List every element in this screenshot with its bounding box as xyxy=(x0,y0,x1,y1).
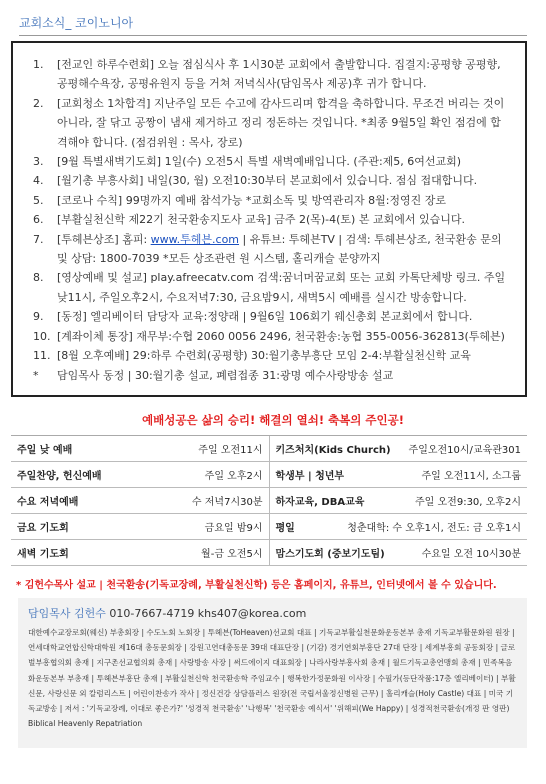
schedule-cell xyxy=(270,462,528,487)
schedule-row xyxy=(11,514,527,540)
service-time: 청춘대학: 수 오후1시, 전도: 금 오후1시 xyxy=(347,523,521,534)
notice-item xyxy=(33,366,511,385)
notice-item xyxy=(33,94,511,152)
notice-text: 담임목사 동정 | 30:월기총 설교, 폐렴접종 31:광명 예수사랑방송 설교 xyxy=(57,368,394,382)
service-time: 월-금 오전5시 xyxy=(201,549,263,560)
notice-item xyxy=(33,191,511,210)
service-time: 주일 오전11시, 소그룹 xyxy=(421,471,521,482)
notice-list xyxy=(13,43,525,385)
divider xyxy=(19,35,527,36)
service-time: 주일오전10시/교육관301 xyxy=(408,445,521,456)
notice-item xyxy=(33,171,511,190)
notice-text xyxy=(57,230,511,269)
notice-text-rest: | 유튜브: 투헤븐TV | 검색: 투헤븐상조, 천국환송 문의 및 상담: 1800-7039 *모든 상조관련 원 시스템, 홀리캐슬 분양까지 xyxy=(57,232,502,266)
schedule-cell xyxy=(11,540,270,565)
schedule-row xyxy=(11,540,527,566)
service-name: 새벽 기도회 xyxy=(17,549,69,560)
notice-number: 9. xyxy=(33,310,44,324)
service-time: 주일 오후2시 xyxy=(204,471,263,482)
notice-text: [동정] 엘리베이터 담당자 교육:정양래 | 9월6일 106회기 웨신총회 본교회에서 합니다. xyxy=(57,310,473,324)
footnote: * 김헌수목사 설교 | 천국환송(기독교장례, 부활실천신학) 등은 홈페이지, 유튜브, 인터넷에서 볼 수 있습니다. xyxy=(16,580,497,591)
service-name: 주일 낮 예배 xyxy=(17,445,73,456)
notice-number: 10. xyxy=(33,329,51,343)
notice-text: [교회청소 1차합격] 지난주일 모든 수고에 감사드리며 합격을 축하합니다. 무조건 버리는 것이 아니라, 잘 닦고 공짱이 냄새 제거하고 정리 정돈하는 것입니다. *최종 9월5일 확인 점검에 합격해야 합니다. (점검위원 : 목사, 장로) xyxy=(57,96,505,149)
notice-number: 3. xyxy=(33,155,44,169)
notice-number: 2. xyxy=(33,96,44,110)
notice-number: 1. xyxy=(33,58,44,71)
notice-number: 8. xyxy=(33,271,44,285)
notice-text: [코로나 수칙] 99명까지 예배 참석가능 *교회소독 및 방역관리자 8월:정영진 장로 xyxy=(57,193,447,207)
service-name: 맘스기도회 (중보기도팀) xyxy=(275,549,385,560)
schedule-cell xyxy=(11,462,270,487)
notice-text: [부활실천신학 제22기 천국환송지도사 교육] 금주 2(목)-4(토) 본 교회에서 있습니다. xyxy=(57,213,465,227)
notice-text: [영상예배 및 설교] play.afreecatv.com 검색:꿈너머꿈교회 또는 교회 카톡단체방 링크. 주일낮11시, 주일오후2시, 수요저녁7:30, 금요밤9시, 새벽5시 예배를 실시간 방송합니다. xyxy=(57,271,506,304)
notice-box xyxy=(11,41,527,397)
section-title: 교회소식_ 코이노니아 xyxy=(19,16,134,30)
service-name: 학생부 | 청년부 xyxy=(275,471,345,482)
notice-text: [계좌이체 통장] 재무부:수협 2060 0056 2496, 천국환송:농협 355-0056-362813(투헤븐) xyxy=(57,329,505,343)
pastor-name: 담임목사 김헌수 xyxy=(28,607,106,620)
schedule-row xyxy=(11,436,527,462)
service-name: 금요 기도회 xyxy=(17,523,69,534)
schedule-cell xyxy=(270,540,528,565)
slogan: 예배성공은 삶의 승리! 해결의 열쇠! 축복의 주인공! xyxy=(142,413,404,427)
notice-text: [전교인 하루수련회] 오늘 점심식사 후 1시30분 교회에서 출발합니다. 집결지:공평향 공평향, 공평해수욕장, 공평유원지 등을 거쳐 저녁식사(담임목사 제공)후 귀가 합니다. xyxy=(57,58,501,91)
notice-item xyxy=(33,307,511,326)
notice-item xyxy=(33,210,511,229)
schedule-cell xyxy=(270,436,528,461)
service-name: 주일찬양, 헌신예배 xyxy=(17,471,102,482)
notice-text-prefix: [투헤븐상조] 홈피: xyxy=(57,232,151,246)
schedule-cell xyxy=(11,436,270,461)
service-time: 수요일 오전 10시30분 xyxy=(421,549,521,560)
schedule-row xyxy=(11,462,527,488)
service-name: 하자교육, DBA교육 xyxy=(275,497,365,508)
notice-item xyxy=(33,152,511,171)
notice-item xyxy=(33,346,511,365)
notice-item xyxy=(33,327,511,346)
notice-number: * xyxy=(33,368,39,382)
notice-text: [월기총 부흥사회] 내일(30, 월) 오전10:30부터 본교회에서 있습니다. 점심 접대합니다. xyxy=(57,174,478,188)
notice-number: 6. xyxy=(33,213,44,227)
notice-number: 11. xyxy=(33,349,51,363)
notice-item xyxy=(33,230,511,269)
schedule-row xyxy=(11,488,527,514)
notice-text: [9월 특별새벽기도회] 1일(수) 오전5시 특별 새벽예배입니다. (주관:제5, 6여선교회) xyxy=(57,155,462,169)
pastor-header xyxy=(18,598,527,625)
notice-number: 5. xyxy=(33,193,44,207)
schedule-cell xyxy=(270,488,528,513)
service-time: 주일 오전11시 xyxy=(198,445,263,456)
service-time: 주일 오전9:30, 오후2시 xyxy=(415,497,521,508)
service-time: 금요일 밤9시 xyxy=(204,523,263,534)
service-name: 평일 xyxy=(275,523,295,534)
notice-item xyxy=(33,55,511,94)
notice-text: [8월 오후예배] 29:하루 수련회(공평향) 30:월기총부흥단 모임 2-4:부활실천신학 교육 xyxy=(57,349,471,363)
schedule-cell xyxy=(270,514,528,539)
schedule-cell xyxy=(11,514,270,539)
notice-number: 7. xyxy=(33,232,44,246)
pastor-info-box xyxy=(18,598,527,748)
service-time: 수 저녁7시30분 xyxy=(191,497,263,508)
schedule-cell xyxy=(11,488,270,513)
worship-schedule-table xyxy=(11,435,527,566)
notice-number: 4. xyxy=(33,174,44,188)
service-name: 키즈처치(Kids Church) xyxy=(275,445,391,456)
service-name: 수요 저녁예배 xyxy=(17,497,79,508)
pastor-bio: 대한예수교장로회(웨신) 부총회장 | 수도노회 노회장 | 투헤븐(ToHeaven)선교회 대표 | 기독교부활실천문화운동본부 총재 기독교부활문화원 원장 | 연세대학교연합신학대학원 제16대 총동문회장 | 강원고연대총동문 39대 대표단장 | (기감) 경기연회부흥단 27대 단장 | 세계부흥회 공동회장 | 글로벌부흥협의회 총재 | 지구촌선교협의회 총재 | 사랑방송 사장 | 써드에이지 대표회장 | 나라사랑부흥사회 총재 | 월드기독교총연맹회 총재 | 민족복음화운동본부 부총재 | 투헤븐부흥단 총재 | 부활실천신학 천국환송학 주임교수 | 행복한가정문화원 이사장 | 수필가(등단작품:17층 엘리베이터) | 부활신문, 사랑신문 외 칼럼리스트 | 어린이찬송가 작사 | 정신건강 상담플러스 원장(전 국립서울정신병원 근무) | 홀리캐슬(Holy Castle) 대표 | 미국 기독교방송 | 저서 : '기독교장례, 이대로 좋은가?' '성경적 천국환송' '나행복' '천국환송 예식서' '위해피(We Happy) | 성경적천국환송(개정 판 영판) Biblical Heavenly Repatriation xyxy=(28,628,516,729)
homepage-link[interactable]: www.투헤븐.com xyxy=(150,232,240,246)
pastor-contact: 010-7667-4719 khs407@korea.com xyxy=(109,607,307,620)
notice-item xyxy=(33,268,511,307)
